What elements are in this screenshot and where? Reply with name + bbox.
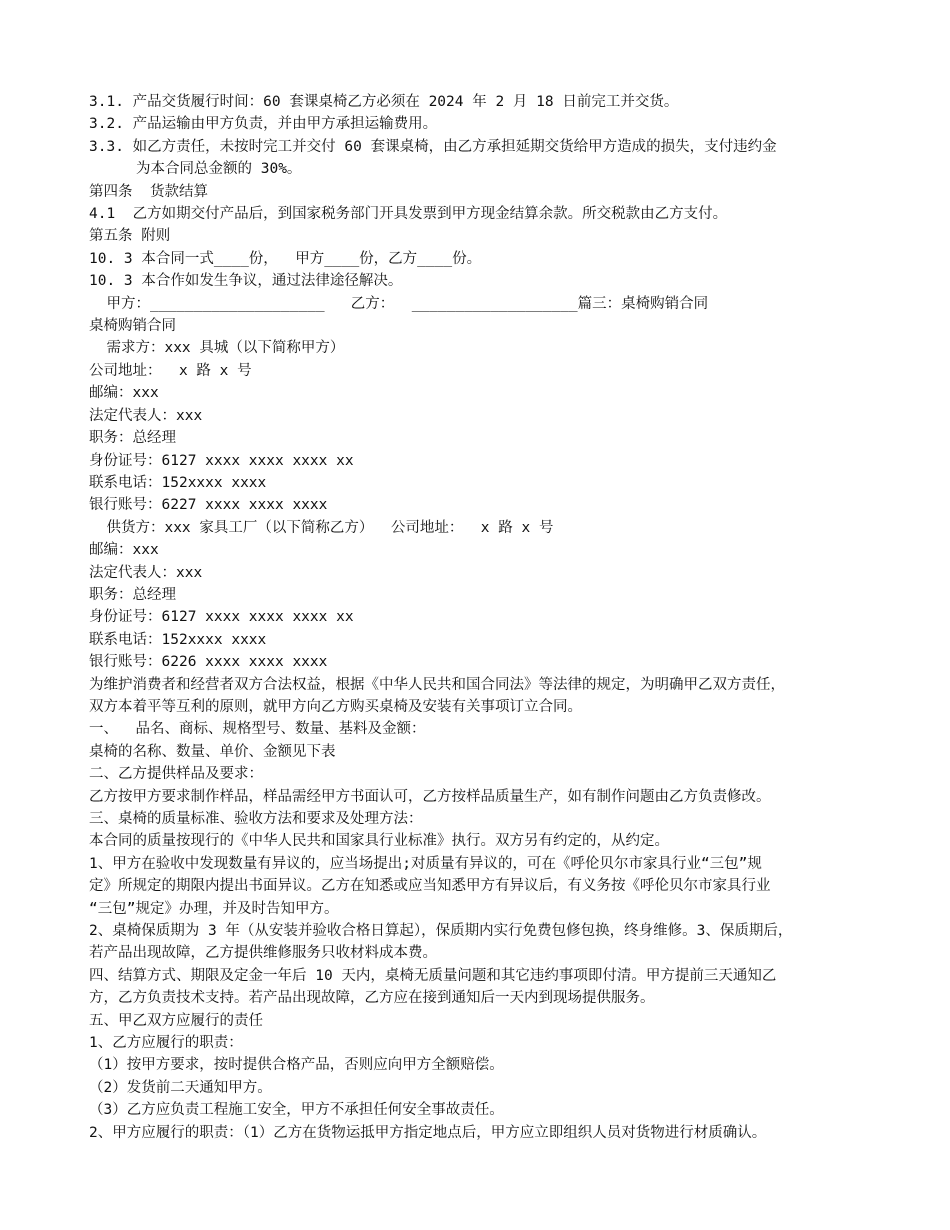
supplier-name-address: 供货方：xxx 家具工厂（以下简称乙方） 公司地址： x 路 x 号 (89, 519, 554, 536)
preamble-line-2: 双方本着平等互利的原则，就甲方向乙方购买桌椅及安装有关事项订立合同。 (89, 698, 582, 715)
supplier-duty-1: （1）按甲方要求，按时提供合格产品，否则应向甲方全额赔偿。 (89, 1057, 504, 1074)
clause-dispute: 10. 3 本合作如发生争议，通过法律途径解决。 (89, 273, 403, 290)
supplier-postcode: 邮编：xxx (89, 542, 159, 559)
section-3-item-2-line-1: 2、桌椅保质期为 3 年（从安装并验收合格日算起），保质期内实行免费包修包换，终身维修。3、保质期后， (89, 923, 793, 940)
section-1-text: 桌椅的名称、数量、单价、金额见下表 (89, 743, 336, 760)
article-4-heading: 第四条 货款结算 (89, 183, 208, 200)
section-3-item-1-line-3: “三包”规定》办理，并及时告知甲方。 (89, 900, 339, 917)
buyer-address: 公司地址： x 路 x 号 (89, 362, 252, 379)
buyer-duties: 2、甲方应履行的职责：（1）乙方在货物运抵甲方指定地点后，甲方应立即组织人员对货物进行材质确认。 (89, 1124, 767, 1141)
section-3-text: 本合同的质量按现行的《中华人民共和国家具行业标准》执行。双方另有约定的，从约定。 (89, 833, 669, 850)
buyer-postcode: 邮编：xxx (89, 385, 159, 402)
supplier-bank-account: 银行账号：6226 xxxx xxxx xxxx (89, 654, 328, 671)
buyer-legal-rep: 法定代表人：xxx (89, 407, 203, 424)
signature-line: 甲方：____________________ 乙方： ___________________篇三：桌椅购销合同 (89, 295, 709, 312)
preamble-line-1: 为维护消费者和经营者双方合法权益，根据《中华人民共和国合同法》等法律的规定，为明确甲乙双方责任， (89, 676, 785, 693)
clause-4-1: 4.1 乙方如期交付产品后，到国家税务部门开具发票到甲方现金结算余款。所交税款由乙方支付。 (89, 206, 728, 223)
section-2-heading: 二、乙方提供样品及要求： (89, 766, 263, 783)
buyer-phone: 联系电话：152xxxx xxxx (89, 474, 267, 491)
buyer-id-number: 身份证号：6127 xxxx xxxx xxxx xx (89, 452, 354, 469)
supplier-legal-rep: 法定代表人：xxx (89, 564, 203, 581)
section-4-line-1: 四、结算方式、期限及定金一年后 10 天内，桌椅无质量问题和其它违约事项即付清。甲方提前三天通知乙 (89, 967, 777, 984)
document-page (89, 91, 869, 1144)
section-3-heading: 三、桌椅的质量标准、验收方法和要求及处理方法： (89, 811, 423, 827)
section-3-item-1-line-1: 1、甲方在验收中发现数量有异议的，应当场提出;对质量有异议的，可在《呼伦贝尔市家具行业“三包”规 (89, 855, 762, 872)
supplier-duty-2: （2）发货前二天通知甲方。 (89, 1079, 272, 1096)
buyer-position: 职务：总经理 (89, 430, 176, 447)
section-1-heading: 一、 品名、商标、规格型号、数量、基料及金额： (89, 721, 426, 738)
article-5-heading: 第五条 附则 (89, 228, 171, 245)
supplier-position: 职务：总经理 (89, 586, 176, 603)
clause-3-1: 3.1. 产品交货履行时间：60 套课桌椅乙方必须在 2024 年 2 月 18 日前完工并交货。 (89, 94, 679, 110)
section-5-heading: 五、甲乙双方应履行的责任 (89, 1012, 263, 1029)
supplier-duty-3: （3）乙方应负责工程施工安全，甲方不承担任何安全事故责任。 (89, 1102, 504, 1119)
section-3-item-2-line-2: 若产品出现故障，乙方提供维修服务只收材料成本费。 (89, 945, 437, 962)
buyer-name: 需求方：xxx 具城（以下简称甲方） (89, 340, 345, 357)
supplier-phone: 联系电话：152xxxx xxxx (89, 631, 267, 648)
supplier-id-number: 身份证号：6127 xxxx xxxx xxxx xx (89, 609, 354, 626)
buyer-bank-account: 银行账号：6227 xxxx xxxx xxxx (89, 497, 328, 514)
section-2-text: 乙方按甲方要求制作样品，样品需经甲方书面认可，乙方按样品质量生产，如有制作问题由乙方负责修改。 (89, 788, 771, 805)
contract-title: 桌椅购销合同 (89, 318, 176, 335)
clause-3-3: 3.3. 如乙方责任，未按时完工并交付 60 套课桌椅，由乙方承担延期交货给甲方造成的损失，支付违约金 (89, 138, 777, 155)
section-4-line-2: 方，乙方负责技术支持。若产品出现故障，乙方应在接到通知后一天内到现场提供服务。 (89, 990, 655, 1007)
clause-3-2: 3.2. 产品运输由甲方负责，并由甲方承担运输费用。 (89, 116, 438, 133)
clause-3-3-continued: 为本合同总金额的 30%。 (136, 161, 302, 178)
clause-copies: 10. 3 本合同一式____份， 甲方____份，乙方____份。 (89, 250, 482, 267)
supplier-duties-heading: 1、乙方应履行的职责： (89, 1035, 243, 1052)
section-3-item-1-line-2: 定》所规定的期限内提出书面异议。乙方在知悉或应当知悉甲方有异议后，有义务按《呼伦贝尔市家具行业 (89, 878, 771, 895)
